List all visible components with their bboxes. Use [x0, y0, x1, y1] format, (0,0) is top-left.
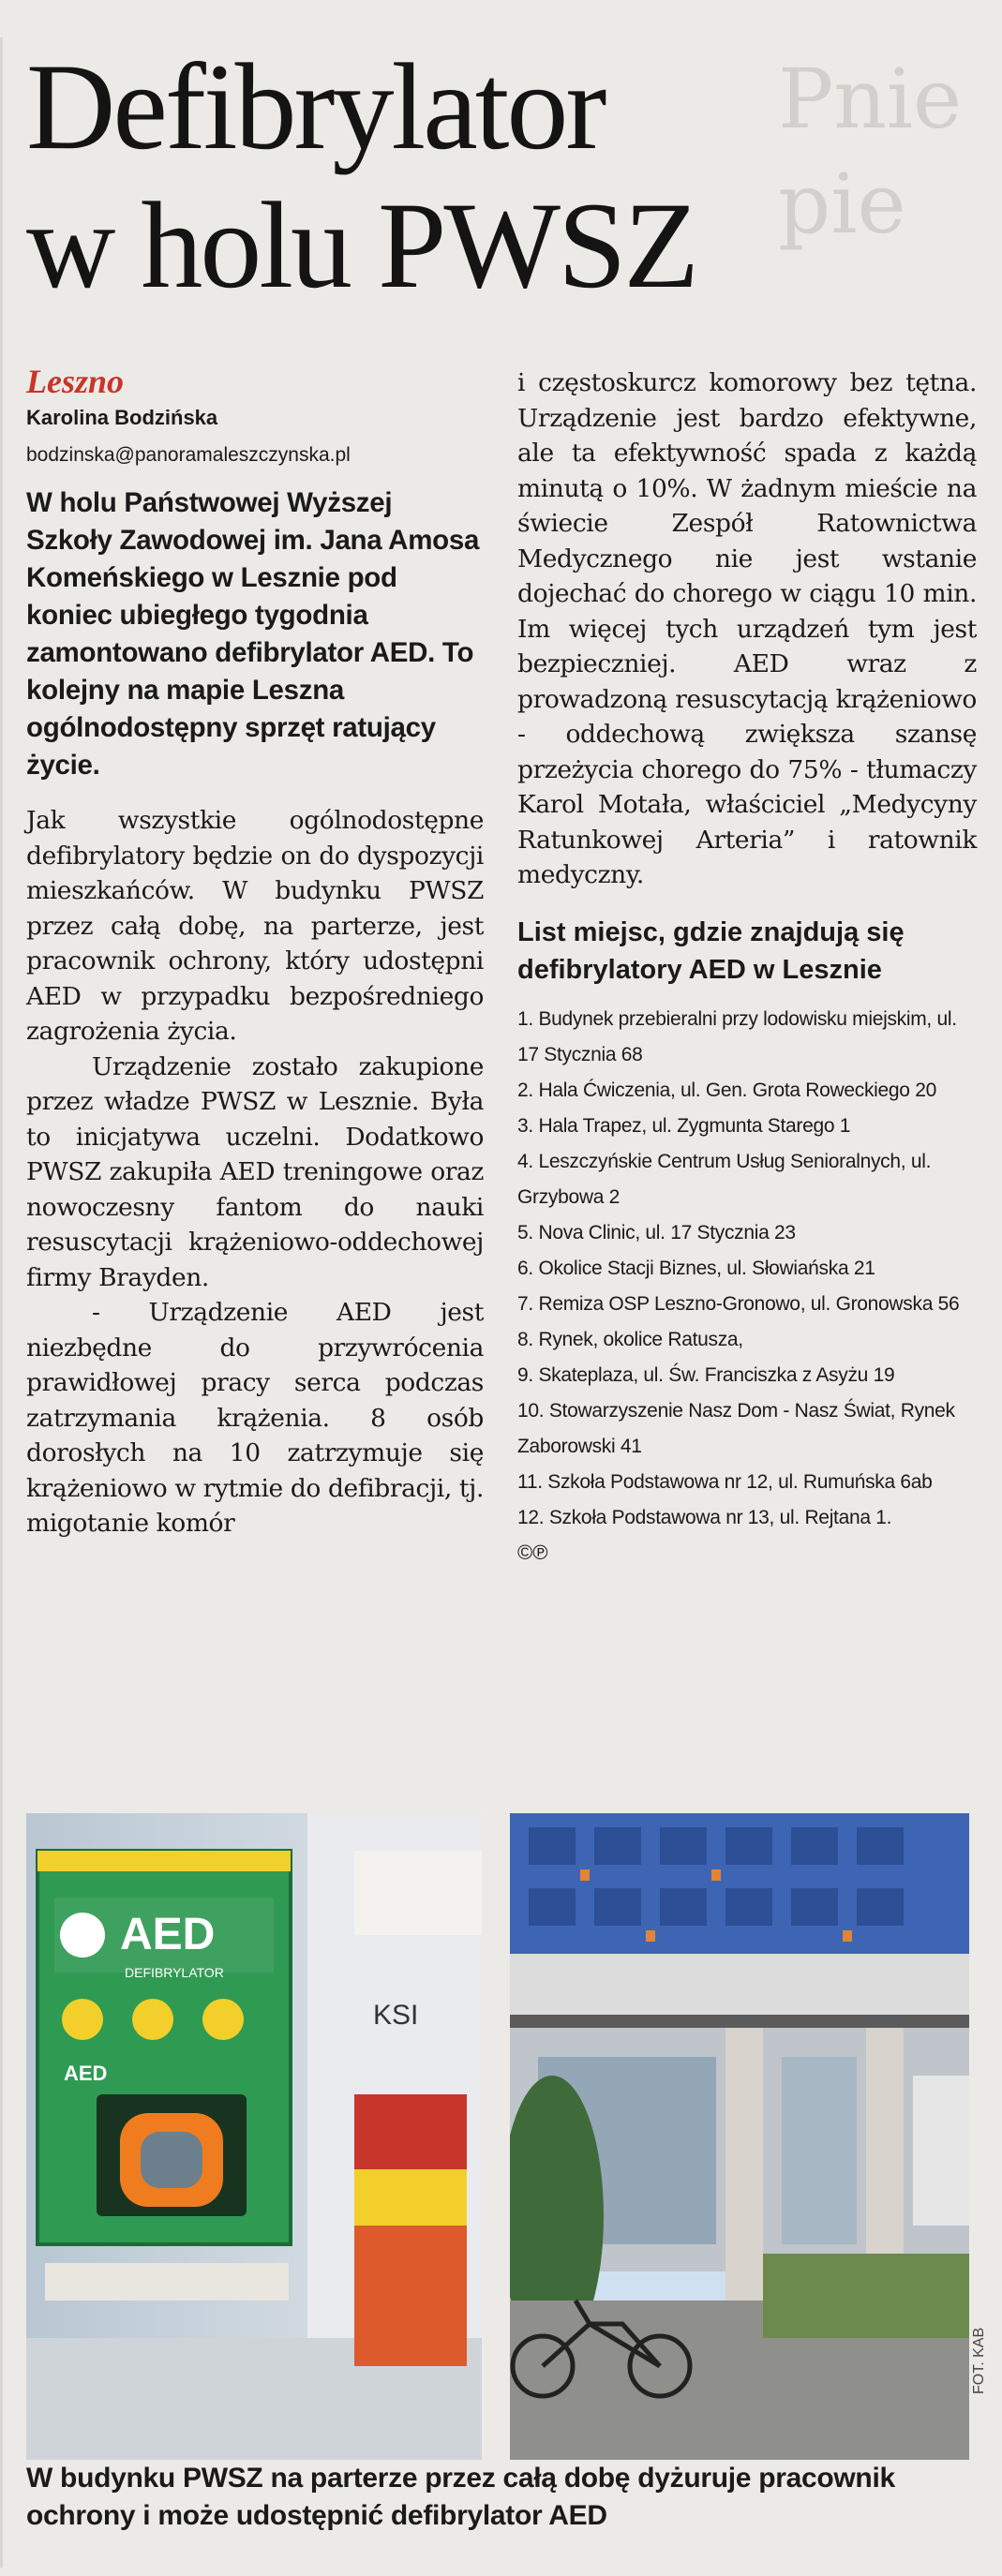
building-illustration [510, 1813, 969, 2460]
photo-credit: FOT. KAB [971, 2327, 987, 2394]
list-item: 5. Nova Clinic, ul. 17 Stycznia 23 [517, 1221, 796, 1243]
photo-aed-cabinet [26, 1813, 482, 2460]
list-item: 3. Hala Trapez, ul. Zygmunta Starego 1 [517, 1114, 851, 1137]
photo-pwsz-building [510, 1813, 969, 2460]
bleed-through-text: Pnie pie [778, 51, 963, 252]
photo-caption: W budynku PWSZ na parterze przez całą dobę dyżuruje pracownik ochrony i może udostępnić defibrylator AED [26, 2463, 895, 2531]
list-item: 9. Skateplaza, ul. Św. Franciszka z Asyżu 19 [517, 1363, 895, 1386]
list-item: 10. Stowarzyszenie Nasz Dom - Nasz Świat, Rynek Zaborowski 41 [517, 1399, 955, 1457]
list-item: 2. Hala Ćwiczenia, ul. Gen. Grota Roweckiego 20 [517, 1079, 936, 1101]
list-item: 7. Remiza OSP Leszno-Gronowo, ul. Gronowska 56 [517, 1292, 960, 1315]
bushes [763, 2254, 969, 2338]
column-rule [0, 37, 3, 2568]
door-sign-text: KSI [373, 2000, 419, 2031]
list-item: 1. Budynek przebieralni przy lodowisku miejskim, ul. 17 Stycznia 68 [517, 1007, 957, 1065]
paragraph-2: Urządzenie zostało zakupione przez władze PWSZ w Lesznie. Była to inicjatywa uczelni. Dodatkowo PWSZ zakupiła AED treningowe oraz nowoczesny fantom do nauki resuscytacji krążeniowo-oddechowej firmy Brayden. [26, 1051, 484, 1292]
list-item: 4. Leszczyńskie Centrum Usług Senioralnych, ul. Grzybowa 2 [517, 1150, 932, 1208]
author-name: Karolina Bodzińska [26, 406, 218, 429]
headline-line-2: w holu PWSZ [26, 176, 697, 314]
list-item: 11. Szkoła Podstawowa nr 12, ul. Rumuńska 6ab [517, 1470, 933, 1493]
aed-cabinet-illustration [26, 1813, 482, 2460]
paragraph-1: Jak wszystkie ogólnodostępne defibrylatory będzie on do dyspozycji mieszkańców. W budynku PWSZ przez całą dobę, na parterze, jest pracownik ochrony, który udostępni AED w przypadku bezpośredniego zagrożenia życia. [26, 806, 484, 1046]
aed-sign-subtext: DEFIBRYLATOR [125, 1965, 224, 1980]
list-item: 8. Rynek, okolice Ratusza, [517, 1328, 743, 1350]
body-text-right [517, 365, 977, 893]
list-item: 12. Szkoła Podstawowa nr 13, ul. Rejtana 1. [517, 1506, 892, 1528]
lead-paragraph: W holu Państwowej Wyższej Szkoły Zawodowej im. Jana Amosa Komeńskiego w Lesznie pod koniec ubiegłego tygodnia zamontowano defibrylator AED. To kolejny na mapie Leszna ogólnodostępny sprzęt ratujący życie. [26, 487, 480, 781]
body-text-left [26, 803, 484, 1541]
headline [26, 37, 870, 315]
list-item: 6. Okolice Stacji Biznes, ul. Słowiańska 21 [517, 1257, 875, 1279]
aed-locations-list [517, 1002, 977, 1536]
right-column [517, 365, 977, 1570]
paragraph-3: - Urządzenie AED jest niezbędne do przywrócenia prawidłowej pracy serca podczas zatrzymania krążenia. 8 osób dorosłych na 10 zatrzymuje się krążeniowo w rytmie do defibracji, tj. migotanie komór [26, 1298, 485, 1538]
headline-line-1: Defibrylator [26, 37, 605, 175]
aed-sign-text: AED [120, 1910, 216, 1959]
author-email: bodzinska@panoramaleszczynska.pl [26, 444, 351, 466]
left-column [26, 361, 484, 1541]
heart-icon [60, 1913, 105, 1958]
list-title: List miejsc, gdzie znajdują się defibrylatory AED w Lesznie [517, 916, 905, 985]
aed-small-label: AED [64, 2062, 108, 2085]
kicker-location: Leszno [26, 363, 125, 400]
copyright-marks: ©℗ [517, 1540, 548, 1564]
paragraph-4: i częstoskurcz komorowy bez tętna. Urządzenie jest bardzo efektywne, ale ta efektywność spada z każdą minutą o 10%. W żadnym mieście na świecie Zespół Ratownictwa Medycznego nie jest wstanie dojechać do chorego w ciągu 10 min. Im więcej tych urządzeń tym jest bezpieczniej. AED wraz z prowadzoną resuscytacją krążeniowo - oddechową zwiększa szansę przeżycia chorego do 75% - tłumaczy Karol Motała, właściciel „Medycyny Ratunkowej Arteria” i ratownik medyczny. [517, 368, 977, 889]
